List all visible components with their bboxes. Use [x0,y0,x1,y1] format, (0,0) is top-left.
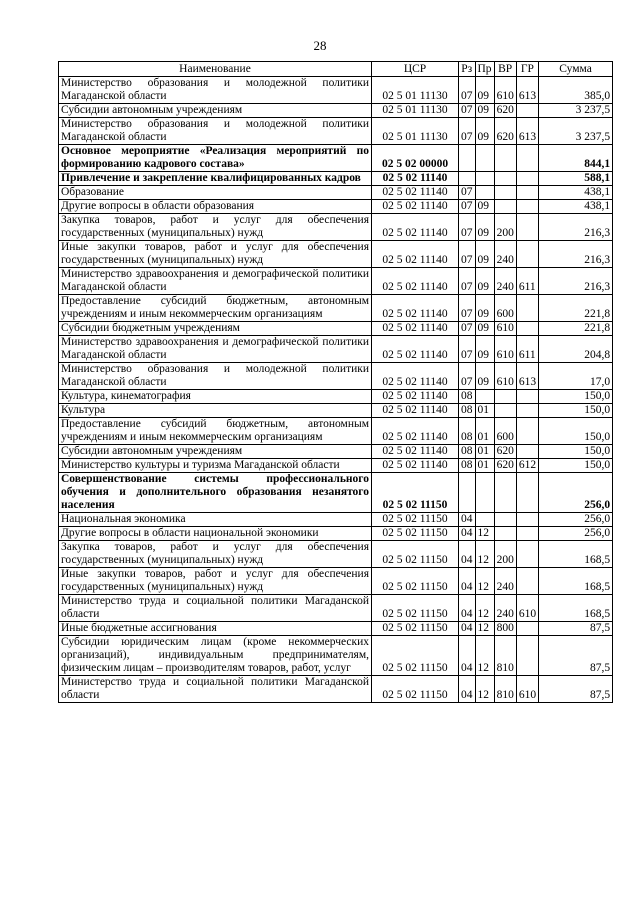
cell-gr: 613 [516,118,538,145]
cell-pr: 12 [475,527,494,541]
table-row [59,200,613,214]
cell-csr: 02 5 02 11140 [372,186,459,200]
cell-sum: 3 237,5 [539,104,613,118]
cell-rz: 07 [459,322,476,336]
cell-pr: 09 [475,77,494,104]
header-gr: ГР [516,62,538,77]
cell-gr [516,200,538,214]
cell-csr: 02 5 02 11140 [372,295,459,322]
cell-vr: 240 [494,568,516,595]
cell-gr [516,404,538,418]
cell-rz: 08 [459,459,476,473]
cell-pr: 09 [475,214,494,241]
cell-vr [494,473,516,513]
cell-sum: 588,1 [539,172,613,186]
cell-gr: 612 [516,459,538,473]
cell-sum: 204,8 [539,336,613,363]
cell-csr: 02 5 01 11130 [372,118,459,145]
cell-csr: 02 5 02 11140 [372,241,459,268]
table-row [59,390,613,404]
cell-name: Образование [59,186,372,200]
cell-pr: 09 [475,241,494,268]
cell-gr [516,186,538,200]
cell-rz: 04 [459,527,476,541]
table-row [59,104,613,118]
cell-sum: 216,3 [539,268,613,295]
cell-name: Другие вопросы в области образования [59,200,372,214]
cell-rz: 04 [459,541,476,568]
cell-sum: 256,0 [539,513,613,527]
cell-gr [516,527,538,541]
table-row [59,186,613,200]
cell-csr: 02 5 02 11140 [372,336,459,363]
cell-name: Закупка товаров, работ и услуг для обеспечения государственных (муниципальных) нужд [59,541,372,568]
cell-vr: 240 [494,268,516,295]
cell-sum: 216,3 [539,241,613,268]
cell-name: Иные закупки товаров, работ и услуг для обеспечения государственных (муниципальных) нужд [59,241,372,268]
header-name: Наименование [59,62,372,77]
cell-name: Субсидии юридическим лицам (кроме некоммерческих организаций), индивидуальным предпринимателям, физическим лицам – производителям товаров, работ, услуг [59,636,372,676]
cell-vr [494,172,516,186]
cell-name: Иные бюджетные ассигнования [59,622,372,636]
cell-csr: 02 5 02 11140 [372,268,459,295]
cell-vr [494,145,516,172]
cell-gr: 613 [516,77,538,104]
cell-rz: 07 [459,295,476,322]
cell-csr: 02 5 02 11140 [372,322,459,336]
table-row [59,418,613,445]
cell-pr: 12 [475,541,494,568]
cell-gr [516,473,538,513]
cell-sum: 221,8 [539,322,613,336]
cell-vr: 810 [494,676,516,703]
table-header-row [59,62,613,77]
cell-name: Привлечение и закрепление квалифицированных кадров [59,172,372,186]
cell-pr: 09 [475,336,494,363]
cell-csr: 02 5 02 11140 [372,363,459,390]
cell-pr: 09 [475,295,494,322]
cell-gr: 611 [516,268,538,295]
cell-vr: 610 [494,322,516,336]
cell-gr [516,513,538,527]
cell-sum: 216,3 [539,214,613,241]
cell-vr: 240 [494,595,516,622]
cell-vr: 240 [494,241,516,268]
cell-vr: 620 [494,445,516,459]
cell-sum: 256,0 [539,473,613,513]
cell-pr: 01 [475,418,494,445]
cell-rz: 07 [459,77,476,104]
cell-sum: 3 237,5 [539,118,613,145]
cell-sum: 17,0 [539,363,613,390]
cell-csr: 02 5 02 11150 [372,595,459,622]
cell-name: Иные закупки товаров, работ и услуг для обеспечения государственных (муниципальных) нужд [59,568,372,595]
cell-pr [475,390,494,404]
cell-gr: 610 [516,676,538,703]
cell-vr: 620 [494,104,516,118]
cell-sum: 168,5 [539,541,613,568]
cell-sum: 150,0 [539,390,613,404]
cell-csr: 02 5 02 11150 [372,473,459,513]
cell-pr: 09 [475,118,494,145]
cell-rz: 07 [459,104,476,118]
cell-rz [459,145,476,172]
cell-sum: 150,0 [539,459,613,473]
cell-gr [516,622,538,636]
cell-csr: 02 5 02 11140 [372,404,459,418]
cell-csr: 02 5 02 11140 [372,418,459,445]
cell-rz [459,473,476,513]
cell-gr [516,541,538,568]
cell-pr: 09 [475,363,494,390]
cell-vr: 200 [494,541,516,568]
cell-rz: 08 [459,418,476,445]
header-csr: ЦСР [372,62,459,77]
cell-vr [494,390,516,404]
cell-csr: 02 5 02 11140 [372,459,459,473]
cell-pr [475,473,494,513]
cell-rz: 07 [459,186,476,200]
table-row [59,77,613,104]
cell-name: Основное мероприятие «Реализация мероприятий по формированию кадрового состава» [59,145,372,172]
table-row [59,145,613,172]
table-row [59,363,613,390]
cell-vr [494,513,516,527]
cell-gr [516,104,538,118]
header-pr: Пр [475,62,494,77]
cell-vr: 620 [494,118,516,145]
table-row [59,636,613,676]
table-row [59,268,613,295]
cell-csr: 02 5 02 11140 [372,172,459,186]
table-row [59,527,613,541]
header-sum: Сумма [539,62,613,77]
table-row [59,676,613,703]
cell-rz: 04 [459,513,476,527]
cell-sum: 168,5 [539,568,613,595]
cell-name: Министерство образования и молодежной политики Магаданской области [59,77,372,104]
cell-csr: 02 5 02 11150 [372,541,459,568]
cell-vr: 200 [494,214,516,241]
cell-name: Субсидии автономным учреждениям [59,104,372,118]
cell-gr [516,390,538,404]
table-row [59,595,613,622]
cell-name: Закупка товаров, работ и услуг для обеспечения государственных (муниципальных) нужд [59,214,372,241]
cell-name: Субсидии бюджетным учреждениям [59,322,372,336]
cell-vr: 610 [494,363,516,390]
table-row [59,336,613,363]
cell-pr: 01 [475,459,494,473]
cell-pr [475,145,494,172]
table-row [59,445,613,459]
cell-name: Министерство труда и социальной политики Магаданской области [59,595,372,622]
cell-gr [516,322,538,336]
cell-csr: 02 5 02 11150 [372,568,459,595]
cell-pr [475,172,494,186]
cell-gr [516,241,538,268]
cell-name: Предоставление субсидий бюджетным, автономным учреждениям и иным некоммерческим организациям [59,295,372,322]
cell-csr: 02 5 02 11140 [372,445,459,459]
cell-rz: 08 [459,390,476,404]
cell-rz: 08 [459,404,476,418]
cell-csr: 02 5 02 11150 [372,676,459,703]
cell-vr: 610 [494,77,516,104]
cell-rz: 04 [459,595,476,622]
cell-csr: 02 5 02 11150 [372,527,459,541]
cell-gr [516,295,538,322]
cell-name: Министерство образования и молодежной политики Магаданской области [59,118,372,145]
cell-name: Министерство образования и молодежной политики Магаданской области [59,363,372,390]
cell-name: Другие вопросы в области национальной экономики [59,527,372,541]
cell-vr [494,186,516,200]
cell-csr: 02 5 02 11140 [372,214,459,241]
cell-rz: 07 [459,268,476,295]
cell-gr: 611 [516,336,538,363]
table-row [59,322,613,336]
cell-name: Совершенствование системы профессионального обучения и дополнительного образования незанятого населения [59,473,372,513]
cell-csr: 02 5 02 11150 [372,622,459,636]
cell-sum: 87,5 [539,636,613,676]
cell-rz: 07 [459,241,476,268]
page-number: 28 [313,38,327,53]
table-row [59,404,613,418]
cell-rz: 08 [459,445,476,459]
cell-pr: 12 [475,636,494,676]
cell-name: Министерство культуры и туризма Магаданской области [59,459,372,473]
table-row [59,241,613,268]
cell-csr: 02 5 02 11140 [372,390,459,404]
cell-pr: 12 [475,622,494,636]
cell-vr [494,200,516,214]
cell-rz: 07 [459,363,476,390]
cell-csr: 02 5 01 11130 [372,77,459,104]
cell-vr [494,404,516,418]
budget-table [58,61,613,703]
cell-pr: 09 [475,104,494,118]
cell-name: Культура [59,404,372,418]
cell-name: Культура, кинематография [59,390,372,404]
cell-gr [516,145,538,172]
cell-pr: 01 [475,445,494,459]
cell-gr: 613 [516,363,538,390]
cell-rz: 04 [459,568,476,595]
cell-name: Министерство здравоохранения и демографической политики Магаданской области [59,268,372,295]
cell-rz: 07 [459,336,476,363]
cell-gr [516,445,538,459]
cell-gr: 610 [516,595,538,622]
table-row [59,473,613,513]
cell-name: Министерство труда и социальной политики Магаданской области [59,676,372,703]
cell-name: Министерство здравоохранения и демографической политики Магаданской области [59,336,372,363]
cell-name: Предоставление субсидий бюджетным, автономным учреждениям и иным некоммерческим организациям [59,418,372,445]
cell-rz: 07 [459,214,476,241]
table-row [59,295,613,322]
cell-sum: 87,5 [539,676,613,703]
cell-rz: 07 [459,200,476,214]
cell-csr: 02 5 02 00000 [372,145,459,172]
cell-vr: 800 [494,622,516,636]
cell-sum: 221,8 [539,295,613,322]
cell-name: Субсидии автономным учреждениям [59,445,372,459]
cell-pr [475,186,494,200]
cell-gr [516,172,538,186]
cell-gr [516,214,538,241]
cell-vr: 610 [494,336,516,363]
header-vr: ВР [494,62,516,77]
cell-sum: 150,0 [539,404,613,418]
cell-vr: 810 [494,636,516,676]
cell-sum: 385,0 [539,77,613,104]
cell-sum: 168,5 [539,595,613,622]
cell-csr: 02 5 01 11130 [372,104,459,118]
cell-sum: 844,1 [539,145,613,172]
cell-pr: 12 [475,676,494,703]
cell-pr: 09 [475,322,494,336]
cell-sum: 150,0 [539,445,613,459]
header-rz: Рз [459,62,476,77]
cell-gr [516,418,538,445]
cell-pr: 09 [475,200,494,214]
cell-rz: 04 [459,676,476,703]
table-row [59,118,613,145]
cell-csr: 02 5 02 11150 [372,513,459,527]
cell-vr [494,527,516,541]
cell-vr: 600 [494,418,516,445]
cell-gr [516,636,538,676]
cell-pr: 09 [475,268,494,295]
cell-vr: 620 [494,459,516,473]
cell-gr [516,568,538,595]
cell-name: Национальная экономика [59,513,372,527]
cell-pr: 01 [475,404,494,418]
table-row [59,172,613,186]
cell-rz [459,172,476,186]
cell-vr: 600 [494,295,516,322]
table-row [59,459,613,473]
cell-rz: 07 [459,118,476,145]
cell-sum: 438,1 [539,186,613,200]
table-row [59,214,613,241]
table-row [59,622,613,636]
cell-pr: 12 [475,568,494,595]
cell-pr: 12 [475,595,494,622]
cell-csr: 02 5 02 11140 [372,200,459,214]
cell-sum: 87,5 [539,622,613,636]
table-row [59,513,613,527]
table-row [59,541,613,568]
cell-sum: 256,0 [539,527,613,541]
cell-sum: 438,1 [539,200,613,214]
cell-csr: 02 5 02 11150 [372,636,459,676]
table-row [59,568,613,595]
cell-pr [475,513,494,527]
cell-sum: 150,0 [539,418,613,445]
cell-rz: 04 [459,622,476,636]
cell-rz: 04 [459,636,476,676]
